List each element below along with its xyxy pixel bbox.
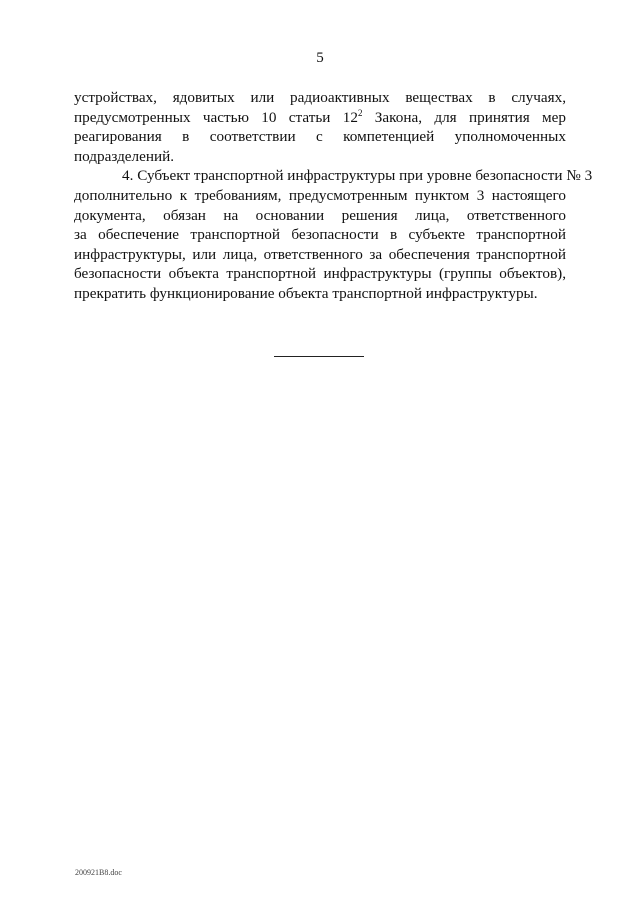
paragraph-2: [74, 166, 593, 303]
text-line: за обеспечение транспортной безопасности в субъекте транспортной: [74, 226, 566, 244]
text-line: подразделений.: [74, 147, 175, 165]
page-number: 5: [316, 50, 324, 66]
document-body: [74, 88, 593, 304]
text-line: прекратить функционирование объекта транспортной инфраструктуры.: [74, 284, 538, 302]
text-line: дополнительно к требованиям, предусмотренным пунктом 3 настоящего: [74, 186, 566, 204]
text-line: безопасности объекта транспортной инфраструктуры (группы объектов),: [74, 265, 566, 283]
text-line: инфраструктуры, или лица, ответственного за обеспечения транспортной: [74, 245, 566, 263]
text-line: устройствах, ядовитых или радиоактивных веществах в случаях,: [74, 89, 566, 106]
end-separator-line: [274, 356, 364, 357]
text-line: 4. Субъект транспортной инфраструктуры при уровне безопасности № 3: [122, 167, 593, 185]
text-span: предусмотренных частью 10 статьи 12: [74, 108, 358, 126]
footer-filename: 200921B8.doc: [75, 868, 122, 877]
text-line: [74, 108, 566, 128]
superscript: 2: [357, 107, 363, 118]
paragraph-1: [74, 88, 566, 166]
text-line: документа, обязан на основании решения лица, ответственного: [74, 206, 566, 224]
text-span: Закона, для принятия мер: [362, 108, 566, 126]
text-line: реагирования в соответствии с компетенцией уполномоченных: [74, 128, 566, 146]
